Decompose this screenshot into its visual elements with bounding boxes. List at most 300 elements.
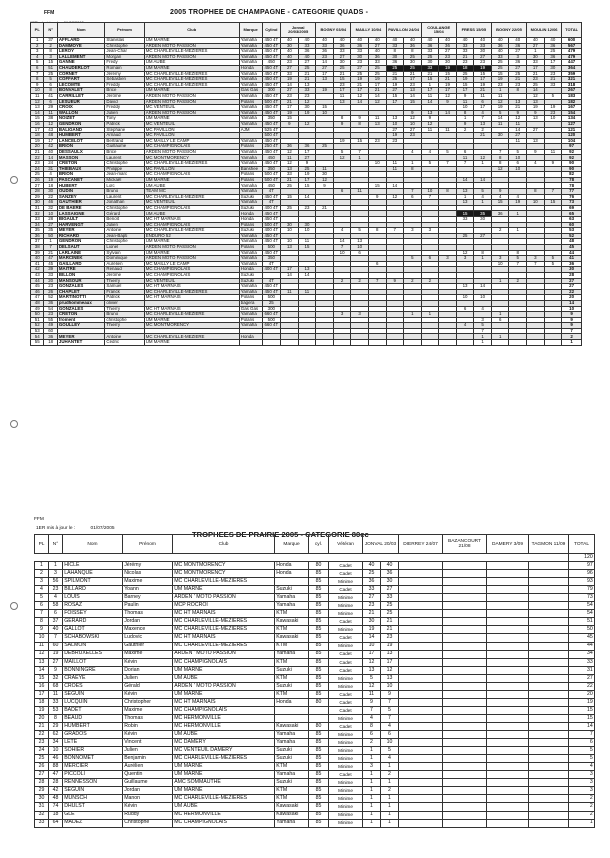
cell-prenom: Antoine	[105, 228, 144, 234]
cell-total: 52	[562, 233, 582, 239]
cell-score: 40	[456, 38, 474, 44]
cell-pl: 30	[31, 200, 44, 206]
cell-prenom: Antoine	[105, 334, 144, 340]
cell-pl: 18	[35, 698, 49, 706]
cell-pl: 19	[31, 138, 44, 144]
cell-nom: GLE	[63, 811, 123, 819]
cell-score: 12	[386, 194, 404, 200]
cell-pl: 16	[31, 121, 44, 127]
cell-vet: Cadet	[329, 722, 363, 730]
cell-score: 15	[474, 71, 492, 77]
cell-score: 30	[316, 172, 334, 178]
cell-marque: Suzuki	[239, 278, 262, 284]
cell-empty-round	[529, 779, 569, 787]
cell-score: 6	[368, 261, 386, 267]
cell-vet: Minime	[329, 763, 363, 771]
cell-nom: DAMMOYE	[57, 43, 105, 49]
cell-total: 182	[562, 99, 582, 105]
cell-n: 48	[49, 795, 63, 803]
cell-j2: 2	[381, 771, 399, 779]
cell-total: 19	[569, 698, 595, 706]
cell-score: 10	[333, 250, 351, 256]
cell-cyl: 500 4T	[262, 222, 281, 228]
cell-empty-round	[399, 642, 443, 650]
cell-score: 3	[491, 256, 509, 262]
cell-pl: 31	[35, 803, 49, 811]
cell-score: 33	[456, 217, 474, 223]
c80-title: TROPHEES DE PRAIRIE 2005 - CATEGORIE 80cc	[192, 530, 369, 539]
cell-cyl: 85	[309, 819, 329, 827]
cell-score: 13	[351, 239, 369, 245]
cell-club: ARDEN ' MOTO PASSION	[173, 682, 275, 690]
cell-score: 33	[544, 82, 562, 88]
quads-col-coulange: COULANGE 15/04	[421, 23, 456, 38]
cell-score: 6	[333, 189, 351, 195]
cell-j2: 30	[381, 578, 399, 586]
cell-score: 7	[456, 161, 474, 167]
cell-club: TEAM MC	[144, 189, 239, 195]
cell-prenom: Kévin	[123, 658, 173, 666]
cell-cyl: 450 4T	[262, 110, 281, 116]
cell-score: 9	[544, 161, 562, 167]
cell-score: 1	[491, 334, 509, 340]
cell-club: MC CHAMPIGNOLAIS	[173, 819, 275, 827]
cell-empty-round	[487, 602, 529, 610]
cell-score: 11	[439, 127, 457, 133]
cell-pl: 27	[31, 183, 44, 189]
cell-n: 49	[44, 323, 57, 329]
cell-score: 23	[474, 60, 492, 66]
cell-prenom: Jean-Char	[105, 49, 144, 55]
c80-col-cyl: cyl.	[309, 535, 329, 554]
cell-marque: Polaris	[239, 177, 262, 183]
cell-score: 40	[544, 38, 562, 44]
cell-nom: MEYER	[57, 334, 105, 340]
cell-score: 27	[351, 65, 369, 71]
cell-j2: 7	[381, 698, 399, 706]
cell-pl: 25	[31, 172, 44, 178]
cell-score: 35	[474, 211, 492, 217]
cell-marque: Yamaha	[239, 116, 262, 122]
cell-score: 40	[298, 38, 316, 44]
cell-prenom: Christophe	[105, 43, 144, 49]
cell-nom: HUMBERT	[57, 133, 105, 139]
cell-cyl	[262, 340, 281, 346]
table-row	[31, 77, 582, 83]
cell-nom: CROIX	[57, 105, 105, 111]
cell-club: UM MARNE	[173, 763, 275, 771]
cell-n: 28	[49, 779, 63, 787]
cell-club: ARDEN MOTO PASSION	[144, 43, 239, 49]
cell-total: 54	[569, 602, 595, 610]
cell-cyl: 85	[309, 787, 329, 795]
cell-pl: 4	[35, 586, 49, 594]
cell-score: 33	[456, 49, 474, 55]
cell-nom: MAILLOT	[63, 658, 123, 666]
binder-hole-icon	[10, 602, 18, 610]
cell-club: MC HT MARNAIS	[144, 295, 239, 301]
cell-score: 5	[544, 261, 562, 267]
cell-n: 64	[49, 819, 63, 827]
cell-nom: SANZEY	[57, 194, 105, 200]
cell-empty-round	[487, 811, 529, 819]
c80-standings	[34, 534, 594, 828]
cell-club: MC VENTEUIL DAMERY	[173, 747, 275, 755]
table-row	[35, 682, 595, 690]
cell-j2: 25	[381, 610, 399, 618]
cell-club: AMC SOMMAUTHE	[173, 779, 275, 787]
cell-prenom: Loïc	[105, 183, 144, 189]
cell-vet: Minime	[329, 747, 363, 755]
cell-j2: 12	[381, 666, 399, 674]
cell-nom: BONNINGRE	[63, 666, 123, 674]
cell-j2: 10	[381, 682, 399, 690]
cell-j1: 36	[363, 578, 381, 586]
cell-score: 11	[351, 189, 369, 195]
cell-nom: NOIZET	[57, 116, 105, 122]
cell-empty-round	[487, 763, 529, 771]
cell-score: 12	[333, 155, 351, 161]
cell-empty-round	[399, 578, 443, 586]
cell-pl: 9	[31, 82, 44, 88]
cell-score: 7	[527, 261, 545, 267]
cell-score: 3	[333, 312, 351, 318]
cell-score	[404, 340, 422, 346]
cell-score: 17	[368, 82, 386, 88]
cell-club: UM MARNE	[144, 88, 239, 94]
cell-total: 20	[569, 690, 595, 698]
c80-col-veteran: Vétéran	[329, 535, 363, 554]
cell-score: 27	[527, 43, 545, 49]
cell-empty-round	[443, 747, 487, 755]
cell-score: 17	[298, 177, 316, 183]
cell-score: 23	[298, 93, 316, 99]
cell-cyl: 25	[262, 300, 281, 306]
cell-score: 21	[527, 71, 545, 77]
cell-vet: Minime	[329, 714, 363, 722]
cell-j2: 7	[381, 714, 399, 722]
cell-empty-round	[529, 610, 569, 618]
cell-score: 23	[439, 54, 457, 60]
cell-empty-round	[487, 682, 529, 690]
cell-score: 3	[509, 54, 527, 60]
cell-score: 1	[474, 256, 492, 262]
cell-vet: Minime	[329, 811, 363, 819]
table-row	[35, 674, 595, 682]
cell-cyl: 85	[309, 586, 329, 594]
cell-score: 15	[404, 99, 422, 105]
cell-total: 45	[562, 244, 582, 250]
cell-score: 10	[491, 261, 509, 267]
table-row	[31, 38, 582, 44]
cell-vet: Minime	[329, 602, 363, 610]
cell-pl: 14	[31, 110, 44, 116]
cell-club: UM MARNE	[144, 250, 239, 256]
cell-empty-round	[399, 626, 443, 634]
cell-score: 40	[316, 38, 334, 44]
cell-club: ARDEN MOTO PASSION	[144, 256, 239, 262]
cell-score: 36	[491, 211, 509, 217]
cell-empty-round	[529, 690, 569, 698]
cell-cyl: 85	[309, 803, 329, 811]
table-row	[31, 82, 582, 88]
cell-pl: 54	[31, 334, 44, 340]
cell-score: 23	[509, 82, 527, 88]
cell-j2: 10	[381, 739, 399, 747]
cell-vet: Cadet	[329, 771, 363, 779]
cell-prenom: Guillaume	[105, 144, 144, 150]
cell-marque: Polaris	[239, 99, 262, 105]
cell-club: UM AUBE	[144, 211, 239, 217]
c80-top-total-row	[35, 554, 595, 562]
cell-score: 14	[491, 116, 509, 122]
cell-empty-round	[443, 739, 487, 747]
cell-cyl: 500	[262, 295, 281, 301]
cell-pl: 46	[31, 289, 44, 295]
cell-club: UM MARNE	[144, 177, 239, 183]
cell-prenom: Manon	[123, 795, 173, 803]
cell-n: 52	[44, 295, 57, 301]
cell-score: 4	[527, 161, 545, 167]
cell-nom: GOULLEY	[57, 323, 105, 329]
cell-empty-round	[529, 803, 569, 811]
cell-nom: PASCANET	[57, 177, 105, 183]
cell-n: 33	[49, 698, 63, 706]
cell-empty-round	[399, 586, 443, 594]
table-row	[31, 149, 582, 155]
cell-cyl: 85	[309, 755, 329, 763]
cell-empty-round	[399, 731, 443, 739]
cell-score: 8	[509, 250, 527, 256]
cell-prenom: Julien	[123, 674, 173, 682]
cell-prenom: Jérôme	[105, 93, 144, 99]
cell-n: 40	[49, 626, 63, 634]
cell-club: ENDURO 52	[144, 233, 239, 239]
cell-club: UM MARNE	[144, 38, 239, 44]
cell-score: 23	[404, 133, 422, 139]
cell-n: 18	[49, 811, 63, 819]
cell-prenom: Laurent	[105, 194, 144, 200]
cell-nom: MEYER	[57, 228, 105, 234]
cell-total: 63	[562, 217, 582, 223]
cell-total: 121	[562, 127, 582, 133]
cell-empty-round	[487, 771, 529, 779]
table-row	[31, 49, 582, 55]
cell-marque: AJM	[239, 127, 262, 133]
cell-vet: Minime	[329, 755, 363, 763]
cell-prenom: Freddy	[105, 82, 144, 88]
cell-n: 50	[44, 233, 57, 239]
cell-prenom: Benjamin	[123, 755, 173, 763]
cell-score: 21	[281, 177, 299, 183]
cell-score: 27	[298, 155, 316, 161]
cell-score: 25	[281, 205, 299, 211]
cell-marque: Suzuki	[239, 205, 262, 211]
cell-score: 30	[386, 54, 404, 60]
cell-vet: Cadet	[329, 658, 363, 666]
cell-score: 33	[386, 43, 404, 49]
cell-nom: CARRILLET	[57, 93, 105, 99]
cell-marque: Banshee	[239, 166, 262, 172]
cell-nom: prudhommeaux	[57, 300, 105, 306]
cell-marque: Yamaha	[239, 289, 262, 295]
cell-score: 19	[298, 110, 316, 116]
cell-score: 25	[456, 233, 474, 239]
cell-score	[368, 340, 386, 346]
table-row	[35, 731, 595, 739]
cell-club: MC MONTMORENCY	[144, 155, 239, 161]
cell-score: 36	[404, 43, 422, 49]
cell-pl: 11	[31, 93, 44, 99]
cell-score: 36	[544, 54, 562, 60]
cell-score: 12	[281, 149, 299, 155]
cell-total: 33	[569, 658, 595, 666]
cell-prenom: Sébastien	[105, 77, 144, 83]
cell-total: 73	[562, 200, 582, 206]
cell-total: 10	[562, 306, 582, 312]
cell-empty-round	[487, 658, 529, 666]
cell-score: 40	[368, 38, 386, 44]
cell-score: 25	[368, 65, 386, 71]
cell-empty-round	[487, 666, 529, 674]
cell-score: 13	[456, 200, 474, 206]
cell-score: 23	[281, 60, 299, 66]
table-row	[35, 578, 595, 586]
cell-score: 30	[491, 133, 509, 139]
cell-score: 9	[316, 183, 334, 189]
cell-total: 27	[569, 674, 595, 682]
cell-j2: 5	[381, 706, 399, 714]
cell-n: 46	[49, 755, 63, 763]
table-row	[35, 610, 595, 618]
cell-score: 36	[368, 54, 386, 60]
cell-empty-round	[487, 626, 529, 634]
c80-col-damery: DAMERY 3/09	[487, 535, 529, 554]
cell-prenom: Mickaël	[105, 177, 144, 183]
cell-club: MC MAILLY LE CAMP	[144, 261, 239, 267]
cell-score: 10	[281, 239, 299, 245]
cell-score: 30	[474, 49, 492, 55]
cell-prenom: Maxime	[123, 706, 173, 714]
cell-j1: 13	[363, 666, 381, 674]
cell-pl: 15	[31, 116, 44, 122]
cell-club: MC VENTEUIL	[144, 105, 239, 111]
quads-col-jonval: Jonval 20/03/2005	[281, 23, 316, 38]
cell-empty-round	[443, 803, 487, 811]
cell-cyl: 450 4T	[262, 49, 281, 55]
cell-score: 19	[544, 105, 562, 111]
cell-total: 53	[562, 228, 582, 234]
cell-pl: 45	[31, 284, 44, 290]
cell-j1: 1	[363, 787, 381, 795]
cell-cyl: 450 4T	[262, 149, 281, 155]
cell-empty-round	[399, 771, 443, 779]
cell-marque: Yamaha	[275, 739, 309, 747]
cell-score: 23	[404, 82, 422, 88]
cell-score: 21	[474, 88, 492, 94]
cell-n: 21	[44, 250, 57, 256]
table-row	[35, 690, 595, 698]
cell-cyl: 85	[309, 682, 329, 690]
cell-score: 13	[527, 116, 545, 122]
cell-score	[281, 340, 299, 346]
cell-score: 10	[351, 244, 369, 250]
quads-col-bogny2: BOGNY 22/05	[491, 23, 526, 38]
cell-score: 33	[316, 43, 334, 49]
cell-pl: 36	[31, 233, 44, 239]
cell-score: 19	[316, 88, 334, 94]
cell-empty-round	[487, 739, 529, 747]
cell-vet: Cadet	[329, 698, 363, 706]
table-row	[31, 161, 582, 167]
cell-score: 1	[456, 116, 474, 122]
cell-nom: LESUEUR	[57, 99, 105, 105]
cell-score: 11	[491, 121, 509, 127]
cell-cyl: 660 4T	[262, 323, 281, 329]
cell-marque: Gas Gas	[239, 88, 262, 94]
cell-score: 21	[333, 71, 351, 77]
cell-score: 5	[509, 149, 527, 155]
cell-vet: Cadet	[329, 690, 363, 698]
cell-score: 15	[544, 200, 562, 206]
cell-marque: Honda	[239, 217, 262, 223]
cell-total: 97	[569, 562, 595, 570]
quads-col-pl: PL	[31, 23, 44, 38]
table-row	[31, 71, 582, 77]
cell-score: 17	[544, 60, 562, 66]
cell-score: 25	[491, 65, 509, 71]
cell-club: MC CHARLEVILLE-MEZIERES	[144, 82, 239, 88]
cell-score: 33	[298, 88, 316, 94]
cell-total: 14	[569, 722, 595, 730]
cell-score: 15	[351, 138, 369, 144]
cell-score: 13	[509, 99, 527, 105]
cell-score: 7	[474, 328, 492, 334]
cell-pl: 27	[35, 771, 49, 779]
table-row	[35, 618, 595, 626]
cell-score: 40	[491, 38, 509, 44]
cell-j2: 1	[381, 763, 399, 771]
cell-prenom: Brice	[105, 88, 144, 94]
cell-prenom: Renaud	[105, 267, 144, 273]
cell-score: 4	[509, 194, 527, 200]
cell-total: 90	[562, 161, 582, 167]
cell-j1: 1	[363, 795, 381, 803]
cell-total: 27	[562, 278, 582, 284]
cell-empty-round	[529, 771, 569, 779]
cell-empty-round	[487, 570, 529, 578]
table-row	[35, 626, 595, 634]
cell-total: 15	[569, 706, 595, 714]
cell-club: MC CHAMPIGNOLAIS	[173, 658, 275, 666]
cell-empty-round	[399, 594, 443, 602]
cell-score: 12	[298, 99, 316, 105]
cell-score: 40	[421, 38, 439, 44]
table-row	[35, 666, 595, 674]
cell-prenom: Dominique	[105, 256, 144, 262]
cell-score: 9	[456, 121, 474, 127]
cell-score: 12	[281, 161, 299, 167]
cell-n: 12	[44, 121, 57, 127]
cell-nom: GAUTHIER	[57, 200, 105, 206]
cell-score: 11	[456, 99, 474, 105]
cell-n: 34	[49, 739, 63, 747]
cell-empty-round	[443, 562, 487, 570]
cell-pl: 53	[31, 328, 44, 334]
table-row	[31, 340, 582, 346]
cell-prenom: Christophe	[105, 205, 144, 211]
cell-score: 5	[544, 93, 562, 99]
